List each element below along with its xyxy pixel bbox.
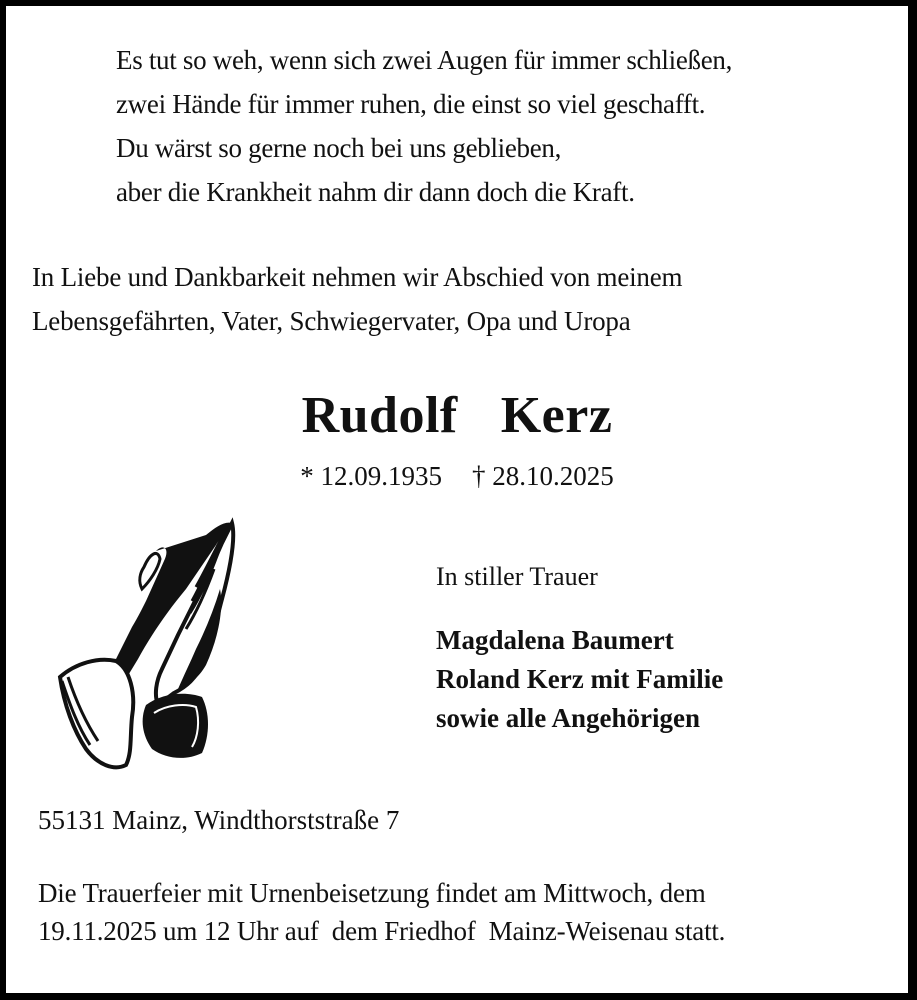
death-date: † 28.10.2025 (472, 461, 614, 491)
mourners-list (436, 621, 723, 738)
poem-line: Es tut so weh, wenn sich zwei Augen für immer schließen, (116, 45, 733, 75)
service-line: Die Trauerfeier mit Urnenbeisetzung findet am Mittwoch, dem (38, 878, 706, 908)
poem (116, 38, 732, 214)
poem-line: Du wärst so gerne noch bei uns geblieben, (116, 133, 562, 163)
mourner-name: sowie alle Angehörigen (436, 703, 700, 733)
birth-date: * 12.09.1935 (300, 461, 442, 491)
address: 55131 Mainz, Windthorststraße 7 (38, 805, 400, 835)
poem-line: zwei Hände für immer ruhen, die einst so viel geschafft. (116, 89, 706, 119)
praying-hands-icon (46, 509, 236, 774)
intro-text (32, 255, 682, 343)
mourning-label: In stiller Trauer (436, 562, 598, 591)
intro-line: In Liebe und Dankbarkeit nehmen wir Abschied von meinem (32, 262, 683, 292)
obituary-notice (6, 6, 908, 993)
poem-line: aber die Krankheit nahm dir dann doch die Kraft. (116, 177, 635, 207)
mourner-name: Roland Kerz mit Familie (436, 664, 724, 694)
mourner-name: Magdalena Baumert (436, 625, 674, 655)
life-dates (6, 458, 908, 494)
intro-line: Lebensgefährten, Vater, Schwiegervater, Opa und Uropa (32, 306, 631, 336)
deceased-name: Rudolf Kerz (301, 387, 613, 444)
service-info (38, 874, 725, 950)
service-line: 19.11.2025 um 12 Uhr auf dem Friedhof Mainz-Weisenau statt. (38, 916, 726, 946)
